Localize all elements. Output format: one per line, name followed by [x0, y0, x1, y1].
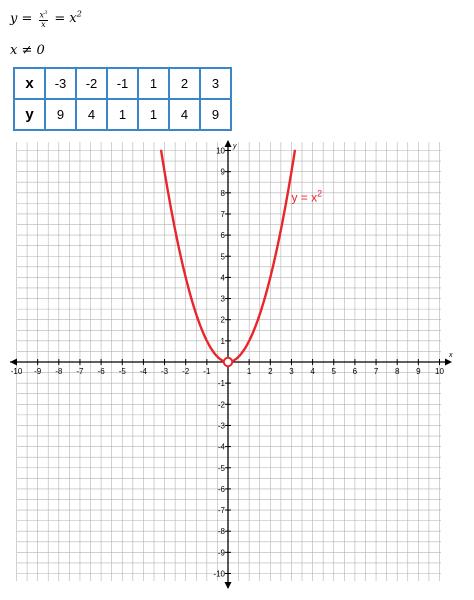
x-tick-label: -6	[97, 367, 105, 376]
eq-numerator: $x^3$	[39, 10, 48, 20]
y-axis-label: y	[233, 143, 237, 150]
table-cell: 9	[45, 99, 76, 130]
table-cell: 2	[169, 68, 200, 99]
table-cell: 4	[76, 99, 107, 130]
y-tick-label: -9	[217, 548, 225, 558]
x-axis-arrow-left	[10, 359, 17, 366]
y-tick-label: -10	[213, 569, 225, 579]
table-row-y	[14, 99, 231, 130]
x-axis-label: x	[449, 352, 453, 359]
eq-denominator: x	[41, 19, 46, 29]
y-tick-label: -7	[217, 506, 225, 516]
x-tick-label: -1	[203, 367, 211, 376]
x-tick-label: 8	[394, 367, 400, 376]
curve-label: $y = x^2$	[291, 188, 323, 205]
table-cell: 4	[169, 99, 200, 130]
x-tick-label: 6	[352, 367, 358, 376]
hole-point	[224, 358, 232, 366]
y-tick-label: 2	[220, 315, 225, 325]
eq-lhs: y	[10, 11, 18, 27]
y-tick-label: 5	[220, 252, 225, 262]
eq-fraction	[39, 9, 49, 29]
table-cell: 3	[200, 68, 231, 99]
y-tick-label: -1	[217, 379, 225, 389]
y-tick-label: -3	[217, 421, 225, 431]
x-tick-label: -9	[34, 367, 42, 376]
x-tick-label: 5	[331, 367, 336, 376]
y-tick-label: -5	[217, 463, 225, 473]
table-header-y: y	[14, 99, 45, 130]
y-tick-label: -6	[217, 484, 225, 494]
x-tick-label: -5	[118, 367, 126, 376]
y-tick-label: -8	[217, 527, 225, 537]
y-tick-label: 1	[220, 336, 225, 346]
x-tick-label: -4	[139, 367, 147, 376]
y-axis-arrow-bottom	[225, 582, 232, 589]
y-tick-label: -4	[217, 442, 225, 452]
domain-restriction: x ≠ 0	[10, 43, 45, 58]
y-tick-label: 3	[220, 294, 225, 304]
x-axis-arrow-right	[445, 359, 452, 366]
table-cell: 1	[138, 68, 169, 99]
y-tick-label: 6	[220, 231, 225, 241]
eq-rhs: $x^2$	[69, 10, 82, 27]
y-tick-label: 8	[220, 188, 225, 198]
x-tick-label: -10	[10, 367, 23, 376]
table-row-x	[14, 68, 231, 99]
x-tick-label: 10	[435, 367, 444, 376]
table-cell: 1	[107, 99, 138, 130]
y-tick-label: 7	[220, 209, 225, 219]
x-tick-label: -7	[76, 367, 84, 376]
table-header-x: x	[14, 68, 45, 99]
y-tick-label: -2	[217, 400, 225, 410]
x-tick-label: -2	[182, 367, 190, 376]
table-cell: 9	[200, 99, 231, 130]
x-tick-label: 1	[246, 367, 252, 376]
x-tick-label: 3	[289, 367, 294, 376]
table-cell: -2	[76, 68, 107, 99]
table-cell: -3	[45, 68, 76, 99]
x-tick-label: -8	[55, 367, 63, 376]
x-tick-label: 2	[268, 367, 273, 376]
x-tick-label: 4	[310, 367, 315, 376]
values-table	[13, 67, 232, 131]
x-tick-label: 9	[416, 367, 421, 376]
x-tick-label: -3	[160, 367, 169, 376]
table-cell: -1	[107, 68, 138, 99]
coordinate-plane-chart	[0, 140, 474, 600]
equation-simplified: y = $\frac{x^3}{x}$ = $x^2$	[10, 10, 82, 29]
table-cell: 1	[138, 99, 169, 130]
y-axis-arrow-top	[225, 140, 232, 147]
x-tick-label: 7	[373, 367, 379, 376]
y-tick-label: 4	[220, 273, 225, 283]
y-tick-label: 10	[216, 146, 225, 156]
y-tick-label: 9	[220, 167, 225, 177]
